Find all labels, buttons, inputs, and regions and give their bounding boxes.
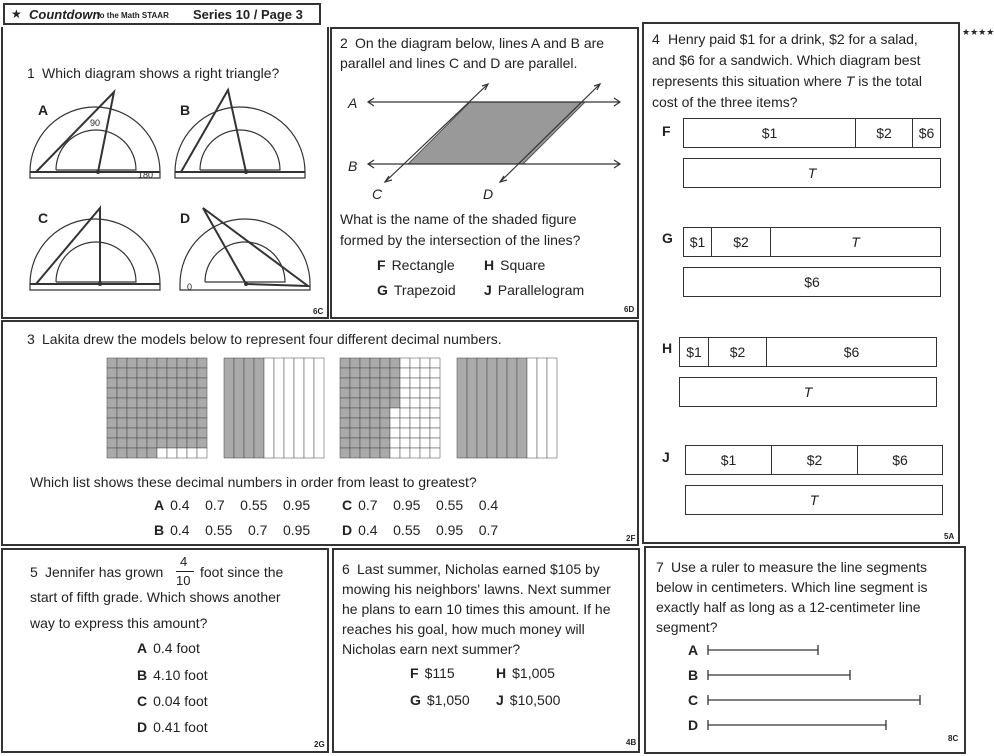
q5-code: 2G [314, 740, 325, 749]
q4j-cell-1: $1 [685, 445, 772, 475]
option-value: 0.4 0.55 0.7 0.95 [170, 522, 311, 538]
option-value: 0.4 0.55 0.95 0.7 [358, 522, 499, 538]
q7-option-a-label[interactable]: A [688, 642, 699, 658]
q6-text-line4: reaches his goal, how much money will [342, 621, 585, 637]
q1-option-c-label[interactable]: B [180, 102, 191, 118]
option-value: $10,500 [509, 692, 561, 708]
q4h-cell-3: $6 [766, 337, 937, 367]
q4g-cell-2: $2 [711, 227, 771, 257]
option-key: B [154, 522, 165, 538]
q4f-cell-3: $6 [912, 118, 941, 148]
q3-code: 2F [626, 534, 636, 543]
option-value: $115 [424, 665, 455, 681]
option-key: D [342, 522, 353, 538]
q4f-total-bar: T [683, 158, 941, 188]
q6-text-line5: Nicholas earn next summer? [342, 641, 521, 657]
option-key: G [377, 282, 388, 298]
q6-text-line3: he plans to earn 10 times this amount. If he [342, 601, 611, 617]
q2-line-d-label: D [483, 186, 494, 202]
q4-option-h-label[interactable]: H [662, 340, 673, 356]
option-key: H [496, 665, 507, 681]
q4j-total-bar: T [685, 485, 943, 515]
q7-option-d-label[interactable]: D [688, 717, 699, 733]
option-key: B [137, 667, 148, 683]
q5-text-line2: start of fifth grade. Which shows another [30, 589, 281, 605]
option-key: D [137, 719, 148, 735]
q7-text-line4: segment? [656, 619, 718, 635]
q2-number: 2 [340, 35, 348, 51]
option-value: 0.4 0.7 0.55 0.95 [170, 497, 311, 513]
option-key: A [137, 640, 148, 656]
q6-text-line2: mowing his neighbors' lawns. Next summer [342, 581, 611, 597]
q4g-cell-1: $1 [683, 227, 712, 257]
q4f-cell-2: $2 [855, 118, 913, 148]
q1-option-d-label[interactable]: D [180, 210, 191, 226]
q2-line-b-label: B [348, 158, 358, 174]
option-value: 0.4 foot [153, 640, 200, 656]
q5-fraction-numerator: 4 [180, 554, 188, 569]
option-value: Square [500, 257, 546, 273]
option-key: C [137, 693, 148, 709]
q4-code: 5A [944, 532, 955, 541]
q2-line-c-label: C [372, 186, 383, 202]
q2-question-line2: formed by the intersection of the lines? [340, 232, 581, 248]
option-key: G [410, 692, 421, 708]
q4g-cell-t: T [770, 227, 941, 257]
q3-question: Which list shows these decimal numbers in order from least to greatest? [30, 474, 477, 490]
q4g-sandwich-bar: $6 [683, 267, 941, 297]
series-page-label: Series 10 / Page 3 [193, 7, 303, 22]
q7-number: 7 [656, 559, 664, 575]
q6-code: 4B [626, 738, 637, 747]
q4h-cell-2: $2 [708, 337, 767, 367]
q7-option-c-label[interactable]: C [688, 692, 699, 708]
q3-text: Lakita drew the models below to represent four different decimal numbers. [42, 331, 502, 347]
q7-text-line1: Use a ruler to measure the line segments [671, 559, 928, 575]
q1-number: 1 [27, 65, 35, 81]
q4h-total-bar: T [679, 377, 937, 407]
q1-mark-90: 90 [90, 118, 101, 128]
q7-code: 8C [948, 734, 959, 743]
q6-number: 6 [342, 561, 350, 577]
q3-number: 3 [27, 331, 35, 347]
q1-code: 6C [313, 307, 324, 316]
q4f-cell-1: $1 [683, 118, 856, 148]
q2-text-line2: parallel and lines C and D are parallel. [340, 55, 578, 71]
q5-text-post: foot since the [200, 564, 284, 580]
q1-mark-0: 0 [187, 282, 193, 292]
q6-text-line1: Last summer, Nicholas earned $105 by [357, 561, 600, 577]
logo-text: Countdown [29, 7, 101, 22]
q4-option-f-label[interactable]: F [662, 123, 671, 139]
option-key: H [484, 257, 495, 273]
option-key: F [377, 257, 386, 273]
option-key: J [484, 282, 492, 298]
q4-text-line1: Henry paid $1 for a drink, $2 for a salad, [668, 31, 918, 47]
option-value: Rectangle [391, 257, 455, 273]
q2-code: 6D [624, 305, 635, 314]
q5-text-line3: way to express this amount? [30, 615, 208, 631]
q5-text-pre: Jennifer has grown [45, 564, 164, 580]
q2-question-line1: What is the name of the shaded figure [340, 211, 577, 227]
q7-text-line2: below in centimeters. Which line segment is [656, 579, 928, 595]
option-key: C [342, 497, 353, 513]
q1-option-b-label[interactable]: C [38, 210, 49, 226]
q1-option-a-label[interactable]: A [38, 102, 49, 118]
q5-fraction-denominator: 10 [176, 573, 191, 588]
q4j-cell-3: $6 [857, 445, 943, 475]
star-icon: ★ [11, 7, 22, 21]
q4-option-j-label[interactable]: J [662, 449, 670, 465]
q1-text: Which diagram shows a right triangle? [42, 65, 280, 81]
option-value: $1,050 [426, 692, 470, 708]
q4-text-line4: cost of the three items? [652, 94, 798, 110]
option-value: Parallelogram [497, 282, 585, 298]
q2-text-line1: On the diagram below, lines A and B are [355, 35, 605, 51]
q4-text-line3b: is the total [858, 73, 923, 89]
option-key: F [410, 665, 419, 681]
q4h-cell-1: $1 [679, 337, 709, 367]
q4-t-variable: T [845, 73, 855, 89]
option-key: A [154, 497, 165, 513]
option-value: 0.7 0.95 0.55 0.4 [358, 497, 499, 513]
q4-text-line3a: represents this situation where [652, 73, 842, 89]
q4-text-line2: and $6 for a sandwich. Which diagram best [652, 52, 921, 68]
difficulty-stars-icon: ★★★★ [962, 27, 994, 37]
q1-mark-180: 180 [138, 170, 154, 180]
q4-option-g-label[interactable]: G [662, 230, 673, 246]
option-value: 0.04 foot [153, 693, 208, 709]
option-value: 4.10 foot [153, 667, 208, 683]
option-value: $1,005 [512, 665, 555, 681]
q7-text-line3: exactly half as long as a 12-centimeter line [656, 599, 921, 615]
option-key: J [496, 692, 504, 708]
q7-option-b-label[interactable]: B [688, 667, 699, 683]
option-value: Trapezoid [393, 282, 456, 298]
q4-number: 4 [652, 31, 660, 47]
option-value: 0.41 foot [153, 719, 208, 735]
q5-number: 5 [30, 564, 38, 580]
q2-line-a-label: A [348, 95, 358, 111]
logo-subtext: to the Math STAAR [97, 11, 169, 20]
q4j-cell-2: $2 [771, 445, 858, 475]
